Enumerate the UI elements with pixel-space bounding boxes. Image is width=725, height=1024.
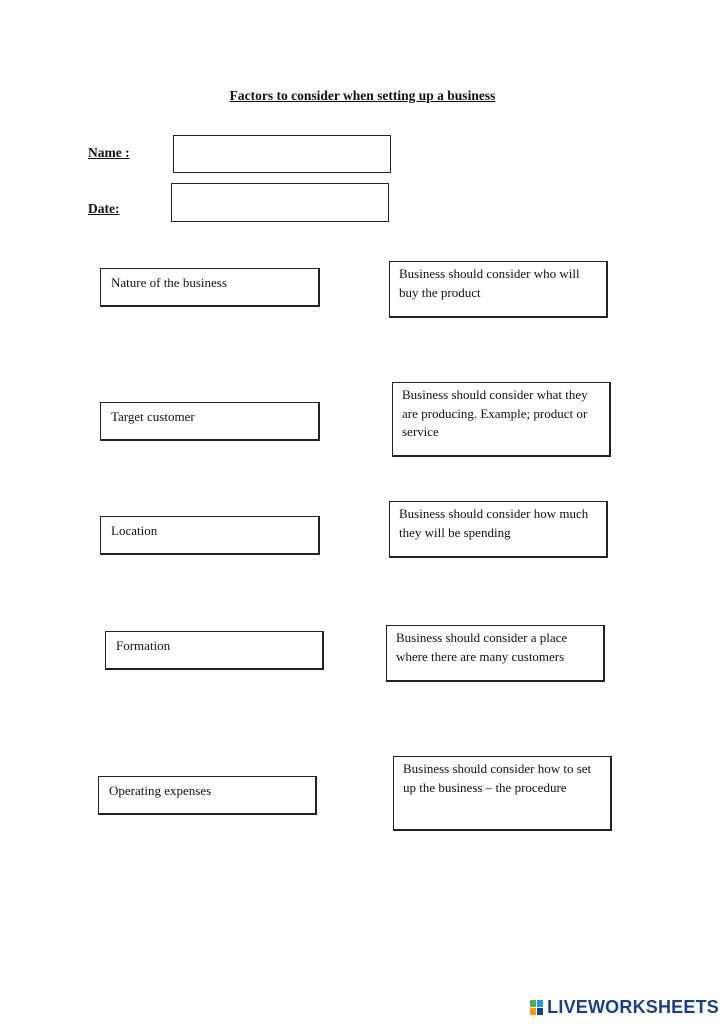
date-input[interactable]: [171, 183, 389, 222]
term-card-operating-expenses[interactable]: Operating expenses: [98, 776, 317, 815]
liveworksheets-logo-text: LIVEWORKSHEETS: [547, 997, 719, 1017]
description-card-place[interactable]: Business should consider a place where there are many customers: [386, 625, 605, 682]
term-card-target-customer[interactable]: Target customer: [100, 402, 320, 441]
term-card-formation[interactable]: Formation: [105, 631, 324, 670]
name-input[interactable]: [173, 135, 391, 173]
liveworksheets-logo-icon: [530, 1000, 544, 1016]
description-card-procedure[interactable]: Business should consider how to set up the business – the procedure: [393, 756, 612, 831]
name-label: Name :: [88, 145, 130, 160]
description-card-who-buys[interactable]: Business should consider who will buy the product: [389, 261, 608, 318]
liveworksheets-logo: [530, 997, 719, 1018]
description-card-what-producing[interactable]: Business should consider what they are producing. Example; product or service: [392, 382, 611, 457]
worksheet-title: Factors to consider when setting up a business: [229, 88, 496, 103]
date-label: Date:: [88, 201, 120, 216]
term-card-location[interactable]: Location: [100, 516, 320, 555]
term-card-nature[interactable]: Nature of the business: [100, 268, 320, 307]
description-card-spending[interactable]: Business should consider how much they will be spending: [389, 501, 608, 558]
